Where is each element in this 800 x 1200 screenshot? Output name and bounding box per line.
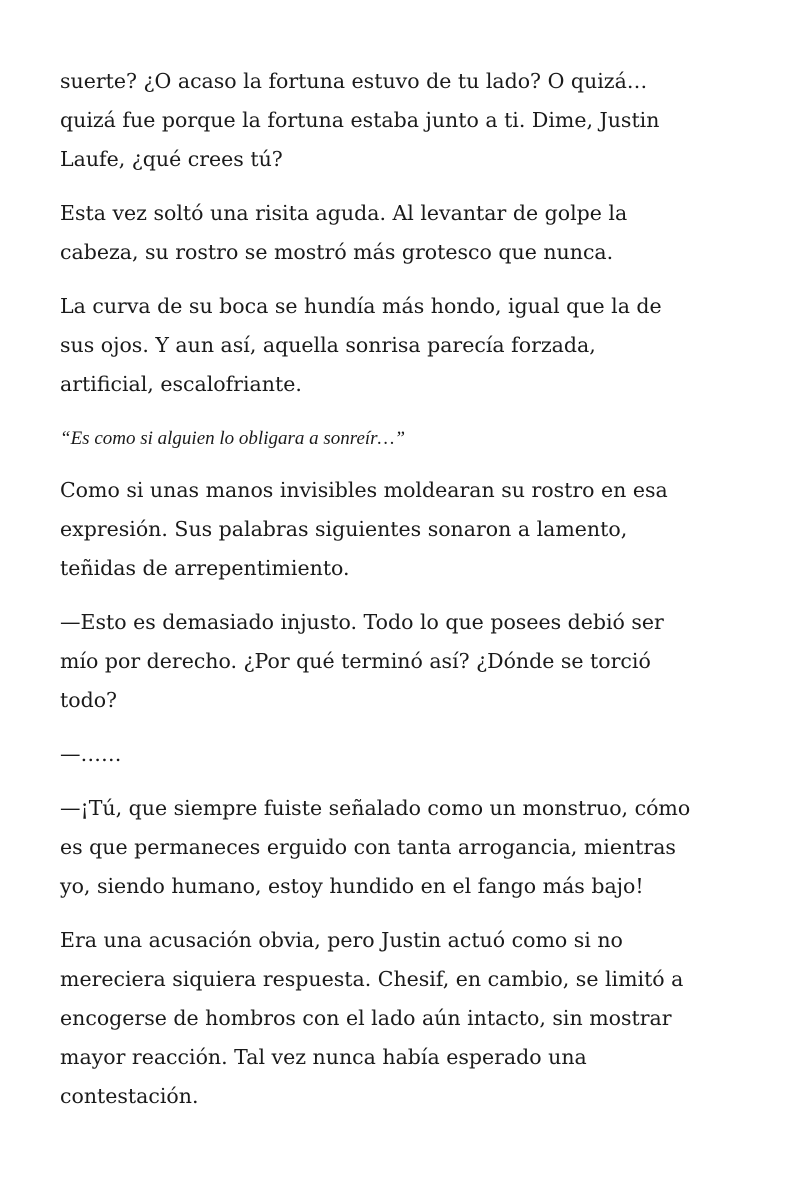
paragraph: Esta vez soltó una risita aguda. Al levantar de golpe la cabeza, su rostro se mostró más grotesco que nunca.	[60, 201, 628, 264]
paragraph: Era una acusación obvia, pero Justin actuó como si no mereciera siquiera respuesta. Chesif, en cambio, se limitó a encogerse de hombros con el lado aún intacto, sin mostrar mayor reacción. Tal vez nunca había esperado una contestación.	[60, 928, 684, 1108]
paragraph: suerte? ¿O acaso la fortuna estuvo de tu lado? O quizá… quizá fue porque la fortuna estaba junto a ti. Dime, Justin Laufe, ¿qué crees tú?	[60, 69, 660, 171]
dialogue-paragraph: —¡Tú, que siempre fuiste señalado como un monstruo, cómo es que permaneces erguido con tanta arrogancia, mientras yo, siendo humano, estoy hundido en el fango más bajo!	[60, 796, 691, 898]
reading-page	[60, 62, 750, 1131]
dialogue-paragraph: —Esto es demasiado injusto. Todo lo que posees debió ser mío por derecho. ¿Por qué terminó así? ¿Dónde se torció todo?	[60, 610, 664, 712]
dialogue-paragraph: —……	[60, 742, 122, 766]
paragraph: La curva de su boca se hundía más hondo, igual que la de sus ojos. Y aun así, aquella sonrisa parecía forzada, artificial, escalofriante.	[60, 294, 662, 396]
paragraph: Como si unas manos invisibles moldearan su rostro en esa expresión. Sus palabras siguientes sonaron a lamento, teñidas de arrepentimiento.	[60, 478, 668, 580]
italic-thought: “Es como si alguien lo obligara a sonreír…”	[60, 428, 406, 449]
